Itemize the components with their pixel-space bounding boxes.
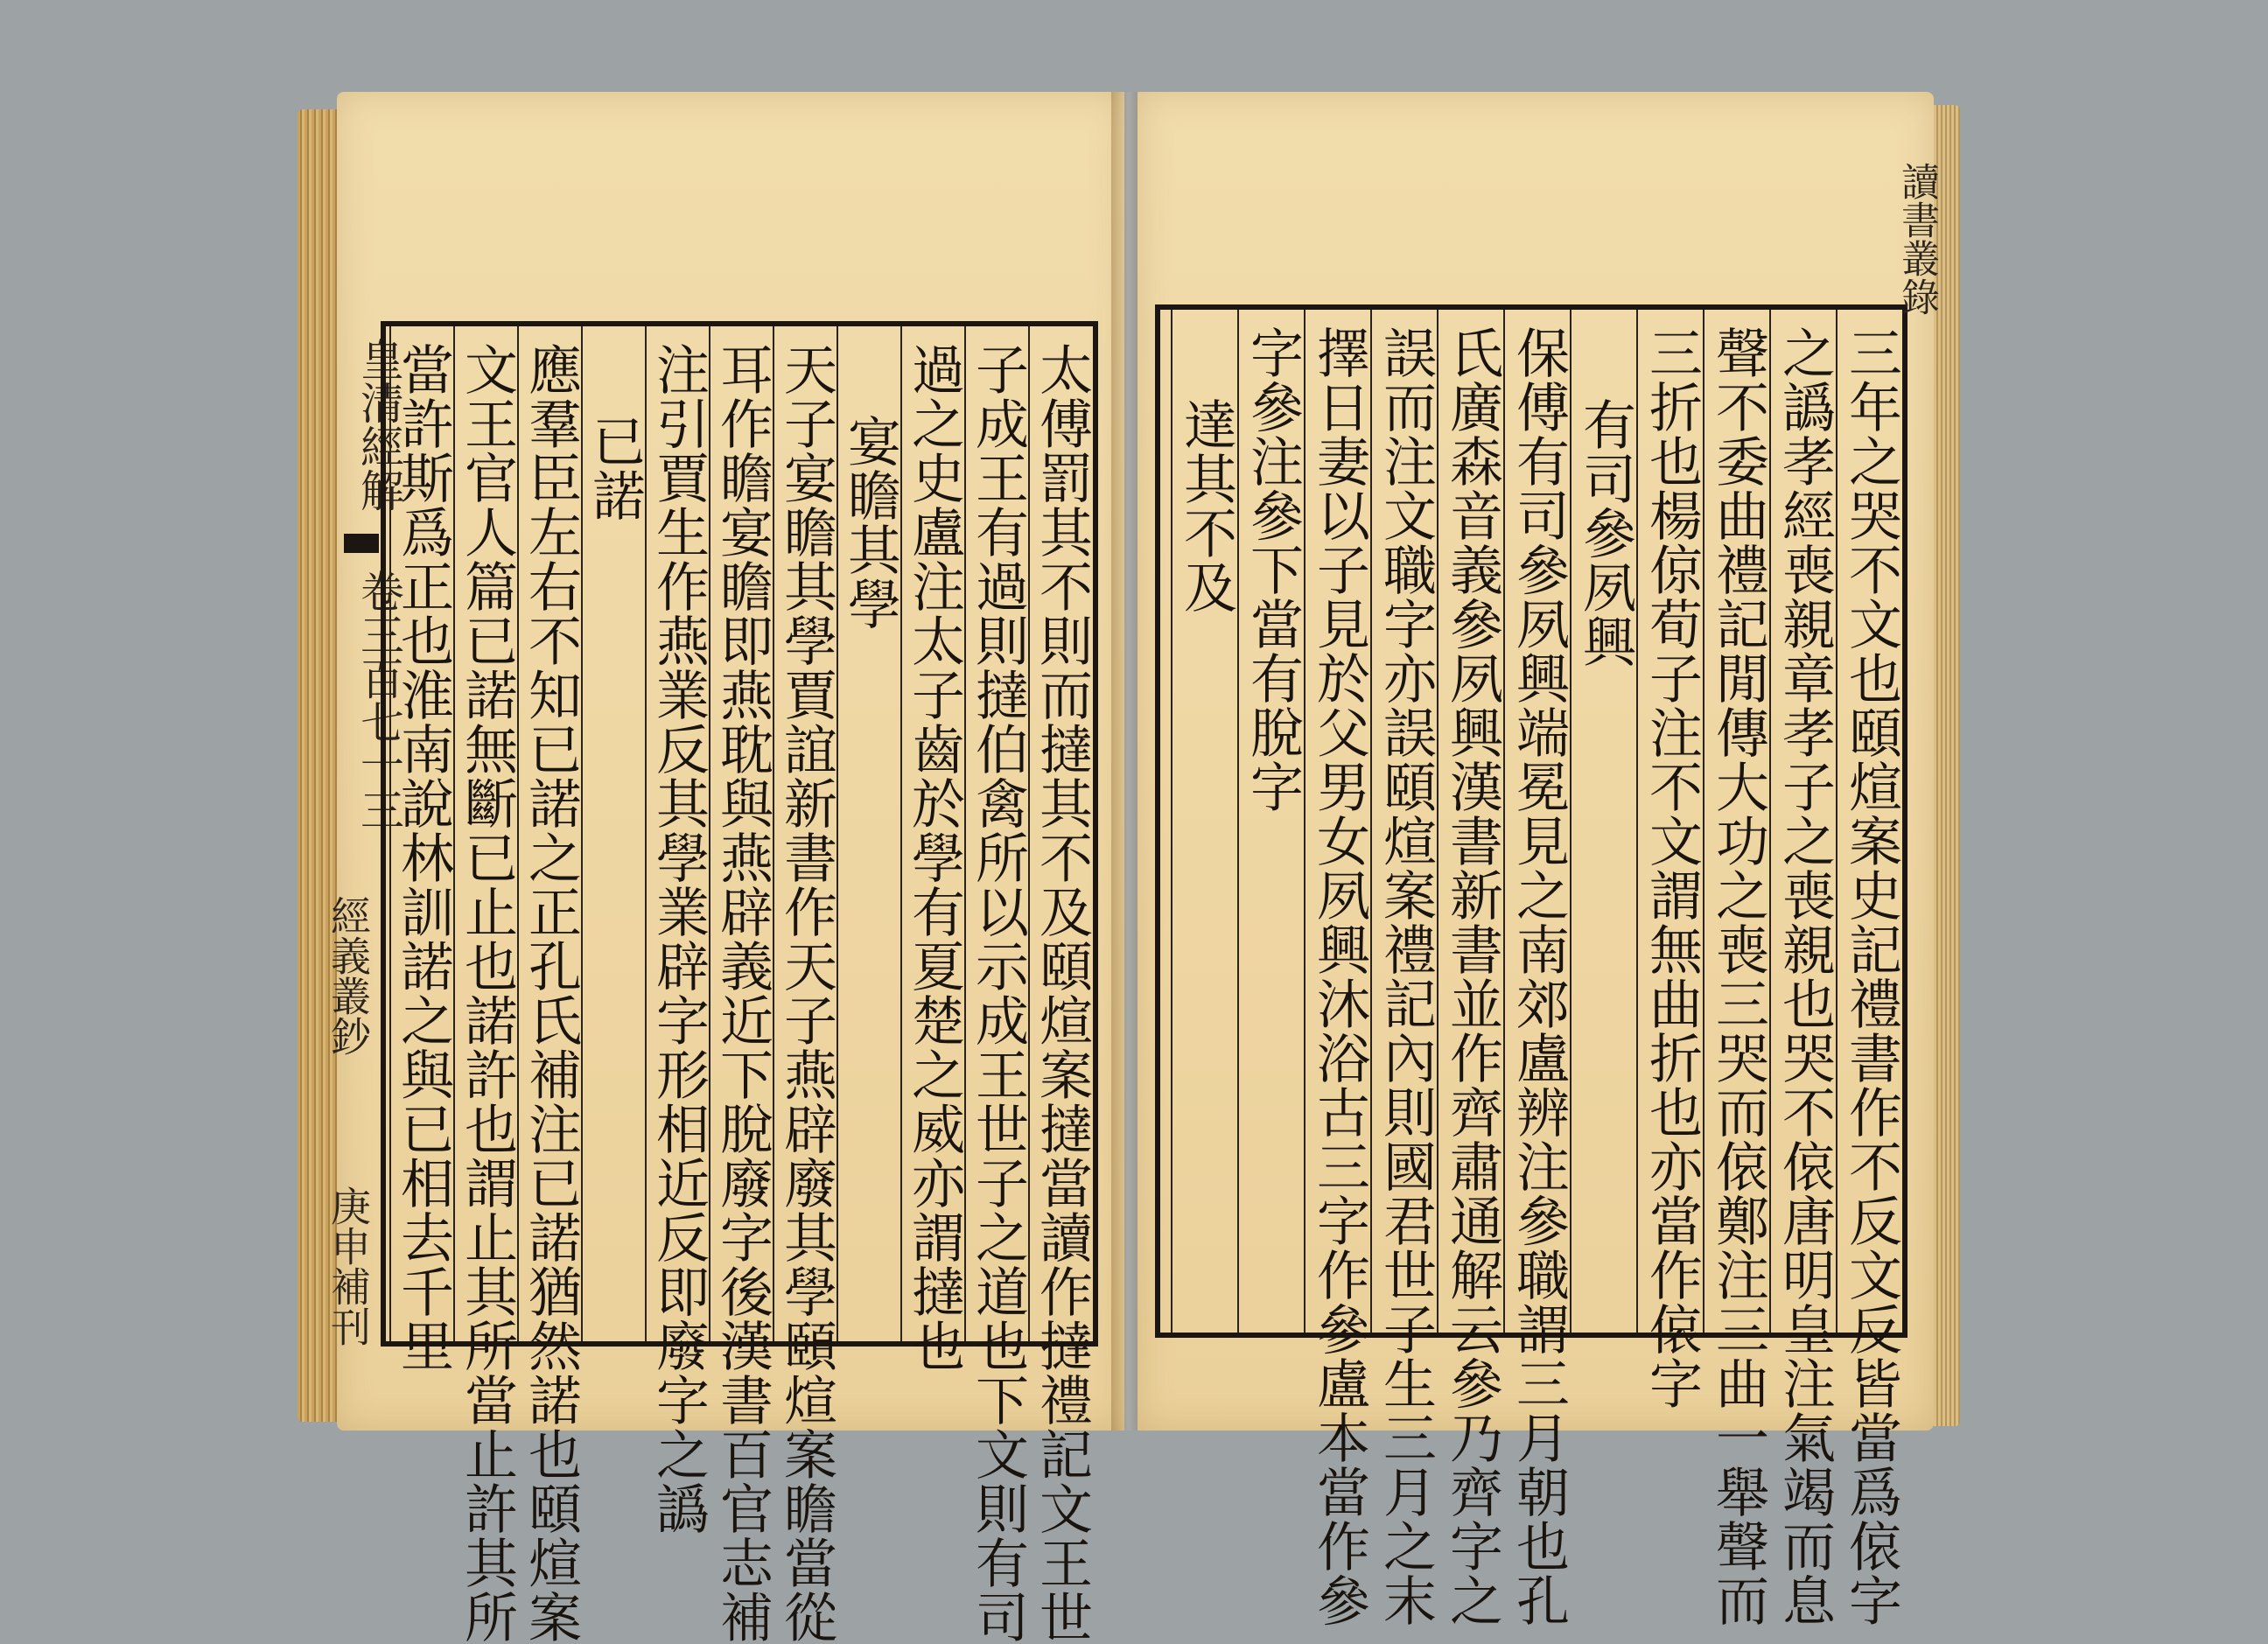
text-column: 擇日妻以子見於父男女夙興沐浴古三字作參盧本當作參	[1304, 310, 1372, 1333]
text-column: 耳作瞻宴瞻即燕耽與燕辟義近下脫廢字後漢書百官志補	[709, 326, 774, 1341]
text-column: 太傅罰其不則而撻其不及頤煊案撻當讀作撻禮記文王世	[1028, 326, 1095, 1341]
text-frame-right	[1155, 304, 1908, 1627]
open-book	[298, 92, 1942, 1644]
margin-series: 經義叢鈔	[325, 895, 372, 1056]
section-heading: 有司參夙興	[1570, 310, 1638, 1333]
text-column: 天子宴瞻其學賈誼新書作天子燕辟廢其學頤煊案瞻當從	[773, 326, 838, 1341]
right-page	[1138, 92, 1939, 1627]
margin-title: 皇清經解	[354, 337, 404, 512]
margin-edition: 庚申補刊	[325, 1186, 372, 1347]
text-column: 誤而注文職字亦誤頤煊案禮記內則國君世子生三月之末	[1370, 310, 1438, 1333]
text-column: 字參注參下當有脫字	[1237, 310, 1306, 1333]
margin-chapter: 卷三百七十三	[354, 569, 404, 831]
text-frame-left	[381, 321, 1098, 1644]
section-heading: 達其不及	[1171, 310, 1239, 1333]
text-column: 當許斯爲正也淮南說林訓諾之與已相去千里	[389, 326, 455, 1341]
text-column: 三年之哭不文也頤煊案史記禮書作不反文反皆當爲偯字	[1836, 310, 1904, 1333]
text-column: 氏廣森音義參夙興漢書新書並作齊肅通解云參乃齊字之	[1437, 310, 1505, 1333]
text-column: 應羣臣左右不知已諾之正孔氏補注已諾猶然諾也頤煊案	[517, 326, 583, 1341]
section-heading: 已諾	[581, 326, 647, 1341]
section-heading: 宴瞻其學	[836, 326, 902, 1341]
text-column: 保傅有司參夙興端冕見之南郊盧辨注參職謂三月朝也孔	[1503, 310, 1572, 1333]
text-column: 聲不委曲禮記閒傳大功之喪三哭而偯鄭注三曲一舉聲而	[1703, 310, 1771, 1333]
left-page	[325, 92, 1124, 1644]
margin-title-right: 讀書叢錄	[1894, 162, 1939, 316]
text-column: 過之史盧注太子齒於學有夏楚之威亦謂撻也	[900, 326, 966, 1341]
text-column: 之譌孝經喪親章孝子之喪親也哭不偯唐明皇注氣竭而息	[1769, 310, 1838, 1333]
text-column: 子成王有過則撻伯禽所以示成王世子之道也下文則有司	[964, 326, 1030, 1341]
fishtail-mark	[344, 534, 379, 553]
text-column: 三折也楊倞荀子注不文謂無曲折也亦當作偯字	[1636, 310, 1704, 1333]
text-column: 文王官人篇已諾無斷已止也諾許也謂止其所當止許其所	[453, 326, 519, 1341]
text-column: 注引賈生作燕業反其學業辟字形相近反即廢字之譌	[645, 326, 710, 1341]
